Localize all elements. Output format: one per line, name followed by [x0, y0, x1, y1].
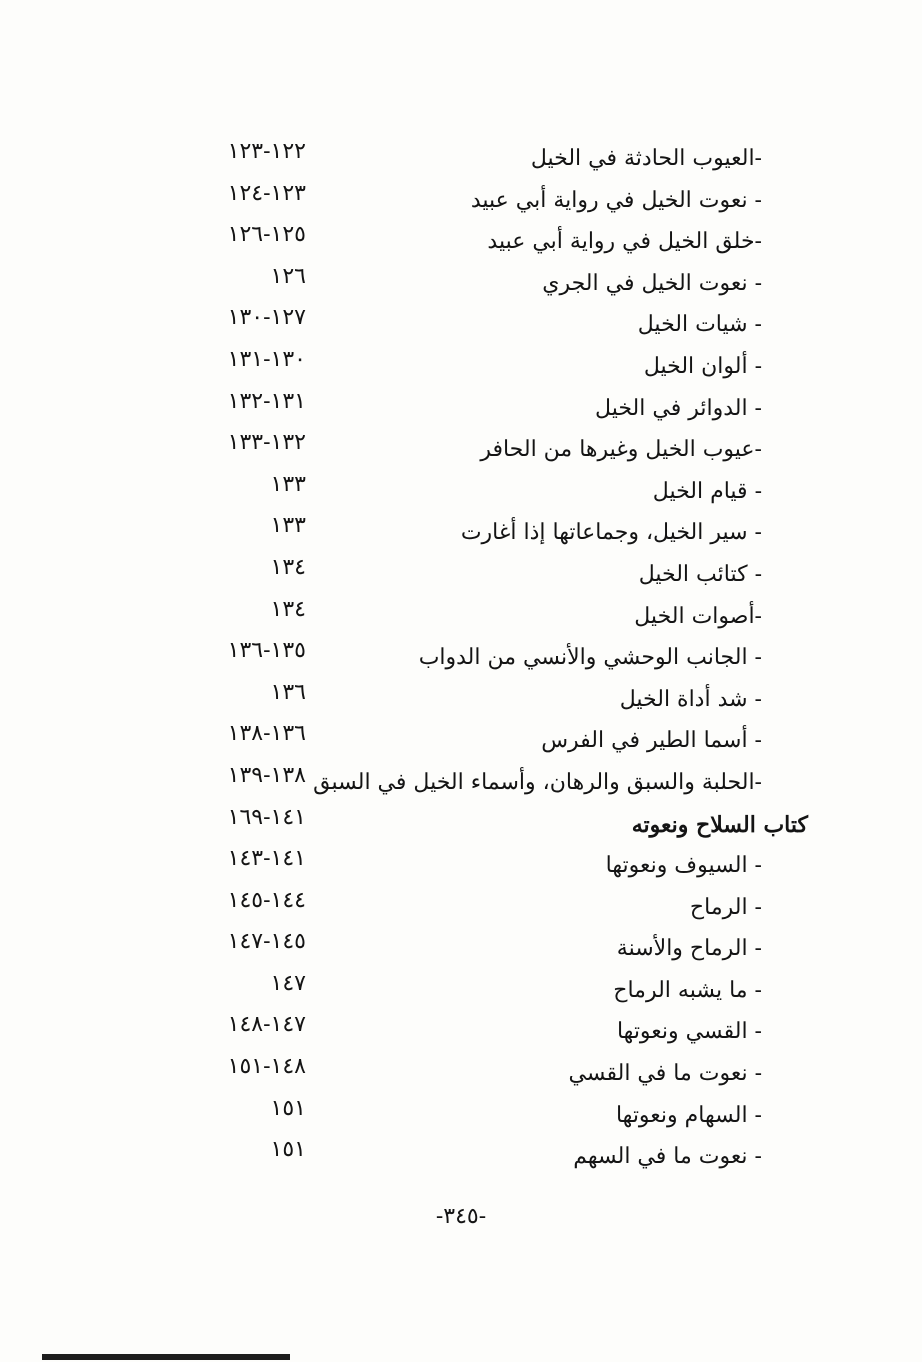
- toc-row: [0, 471, 922, 513]
- toc-row: [0, 637, 922, 679]
- toc-entry-pages: ١٢٢-١٢٣: [227, 139, 306, 164]
- toc-entry-pages: ١٣١-١٣٢: [227, 388, 306, 414]
- toc-entry-pages: ١٣٥-١٣٦: [227, 638, 306, 664]
- toc-entry-title: - الجانب الوحشي والأنسي من الدواب: [418, 645, 762, 671]
- toc-row: [0, 928, 922, 970]
- toc-entry-pages: ١٣٤: [270, 554, 306, 580]
- toc-entry-title: - سير الخيل، وجماعاتها إذا أغارت: [460, 520, 762, 546]
- toc-row: [0, 1095, 922, 1137]
- toc-section-heading: [0, 804, 922, 846]
- toc-row: [0, 1053, 922, 1095]
- toc-row: [0, 845, 922, 887]
- toc-row: [0, 263, 922, 305]
- toc-row: [0, 1011, 922, 1053]
- toc-entry-title: - نعوت الخيل في رواية أبي عبيد: [470, 187, 762, 213]
- toc-entry-pages: ١٤٨-١٥١: [227, 1054, 306, 1080]
- toc-row: [0, 304, 922, 346]
- toc-row: [0, 887, 922, 929]
- toc-row: [0, 762, 922, 804]
- toc-row: [0, 679, 922, 721]
- toc-entry-pages: ١٤٧: [270, 970, 306, 996]
- toc-entry-title: -أصوات الخيل: [634, 603, 762, 629]
- toc-row: [0, 346, 922, 388]
- toc-section-title: كتاب السلاح ونعوته: [631, 811, 808, 838]
- toc-entry-pages: ١٤٥-١٤٧: [227, 929, 306, 955]
- toc-entry-title: - القسي ونعوتها: [616, 1019, 762, 1045]
- toc-entry-pages: ١٥١: [270, 1137, 306, 1163]
- toc-entry-pages: ١٣٢-١٣٣: [227, 430, 306, 456]
- toc-row: [0, 1136, 922, 1178]
- toc-row: [0, 720, 922, 762]
- toc-entry-title: - قيام الخيل: [652, 478, 762, 504]
- toc-entry-pages: ١٢٦: [270, 263, 306, 289]
- toc-entry-pages: ١٣٨-١٣٩: [227, 762, 306, 788]
- toc-entry-title: - أسما الطير في الفرس: [541, 728, 762, 754]
- toc-row: [0, 388, 922, 430]
- toc-entry-pages: ١٣٣: [270, 471, 306, 497]
- toc-entry-title: - الرماح والأسنة: [616, 936, 762, 962]
- toc-entry-title: - شد أداة الخيل: [619, 686, 762, 712]
- toc-row: [0, 554, 922, 596]
- toc-entry-title: -الحلبة والسبق والرهان، وأسماء الخيل في السبق: [313, 769, 762, 795]
- toc-entry-title: - الرماح: [689, 894, 762, 920]
- toc-entry-pages: ١٢٣-١٢٤: [227, 180, 306, 206]
- toc-row: [0, 138, 922, 180]
- toc-entry-pages: ١٤١-١٦٩: [227, 804, 306, 830]
- table-of-contents: [0, 138, 922, 1178]
- toc-entry-title: - نعوت ما في السهم: [573, 1144, 762, 1170]
- toc-entry-pages: ١٥١: [270, 1095, 306, 1121]
- toc-entry-pages: ١٣٠-١٣١: [227, 346, 306, 372]
- toc-entry-pages: ١٤١-١٤٣: [227, 846, 306, 872]
- toc-entry-title: -عيوب الخيل وغيرها من الحافر: [480, 437, 762, 463]
- toc-entry-title: -خلق الخيل في رواية أبي عبيد: [487, 229, 762, 255]
- toc-entry-pages: ١٣٦-١٣٨: [227, 721, 306, 747]
- toc-entry-pages: ١٣٤: [270, 596, 306, 622]
- toc-entry-pages: ١٢٥-١٢٦: [227, 222, 306, 248]
- toc-entry-title: - نعوت الخيل في الجري: [542, 270, 762, 296]
- toc-entry-title: - ما يشبه الرماح: [613, 977, 762, 1003]
- toc-row: [0, 221, 922, 263]
- toc-entry-title: - كتائب الخيل: [638, 561, 762, 587]
- toc-row: [0, 429, 922, 471]
- toc-entry-pages: ١٣٣: [270, 513, 306, 539]
- toc-entry-pages: ١٢٧-١٣٠: [227, 305, 306, 331]
- scan-edge-rule: [42, 1354, 290, 1360]
- toc-row: [0, 512, 922, 554]
- toc-entry-title: - السيوف ونعوتها: [605, 853, 762, 879]
- toc-row: [0, 596, 922, 638]
- toc-entry-title: - الدوائر في الخيل: [595, 395, 762, 421]
- toc-entry-title: - شيات الخيل: [637, 312, 762, 338]
- toc-entry-title: - ألوان الخيل: [643, 353, 762, 379]
- toc-entry-pages: ١٤٤-١٤٥: [227, 887, 306, 913]
- toc-entry-pages: ١٣٦: [270, 679, 306, 705]
- toc-entry-pages: ١٤٧-١٤٨: [227, 1012, 306, 1038]
- toc-row: [0, 970, 922, 1012]
- toc-entry-title: - نعوت ما في القسي: [568, 1061, 762, 1087]
- toc-entry-title: -العيوب الحادثة في الخيل: [530, 146, 762, 171]
- toc-row: [0, 180, 922, 222]
- page-number: -٣٤٥-: [435, 1204, 487, 1229]
- toc-entry-title: - السهام ونعوتها: [615, 1102, 762, 1128]
